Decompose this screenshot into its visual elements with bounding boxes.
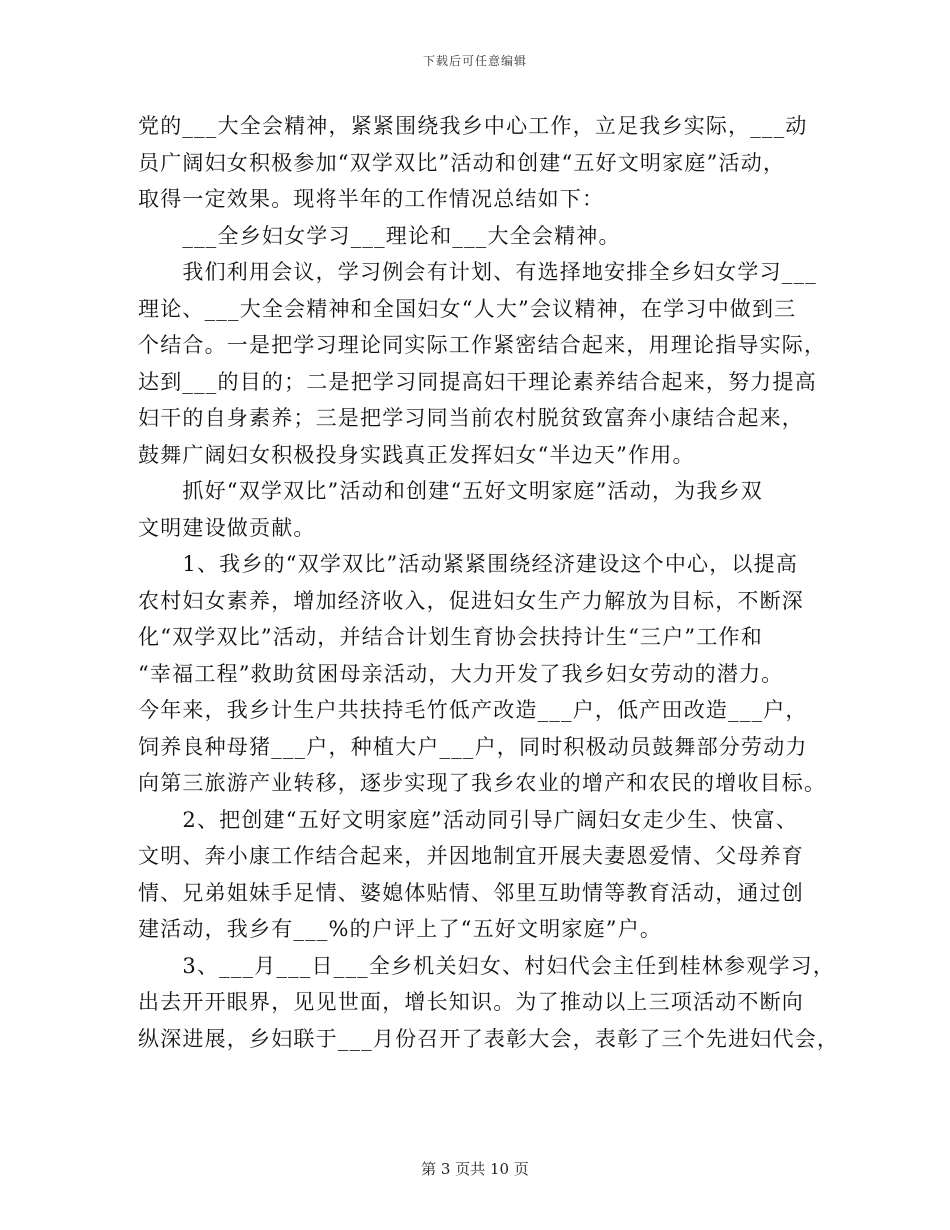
text-line: 1、我乡的“双学双比”活动紧紧围绕经济建设这个中心，以提高 xyxy=(138,552,799,576)
text-line: 文明、奔小康工作结合起来，并因地制宜开展夫妻恩爱情、父母养育 xyxy=(138,844,804,868)
text-line: 达到___的目的；二是把学习同提高妇干理论素养结合起来，努力提高 xyxy=(138,369,817,394)
text-line: 出去开开眼界，见见世面，增长知识。为了推动以上三项活动不断向 xyxy=(138,990,804,1014)
text-line: 鼓舞广阔妇女积极投身实践真正发挥妇女“半边天”作用。 xyxy=(138,442,695,467)
text-line: 2、把创建“五好文明家庭”活动同引导广阔妇女走少生、快富、 xyxy=(138,807,799,832)
text-line: 向第三旅游产业转移，逐步实现了我乡农业的增产和农民的增收目标。 xyxy=(138,771,827,795)
text-line: 我们利用会议，学习例会有计划、有选择地安排全乡妇女学习___ xyxy=(138,260,817,284)
text-line: 情、兄弟姐妹手足情、婆媳体贴情、邻里互助情等教育活动，通过创 xyxy=(138,880,804,905)
text-line: 文明建设做贡献。 xyxy=(138,515,316,540)
page-header: 下载后可任意编辑 xyxy=(422,54,527,68)
text-line: 3、___月___日___全乡机关妇女、村妇代会主任到桂林参观学习， xyxy=(138,953,836,978)
text-line: ___全乡妇女学习___理论和___大全会精神。 xyxy=(138,223,621,248)
text-line: 纵深进展，乡妇联于___月份召开了表彰大会，表彰了三个先进妇代会， xyxy=(138,1026,840,1051)
text-line: 今年来，我乡计生户共扶持毛竹低产改造___户，低产田改造___户， xyxy=(138,698,808,722)
page-footer: 第 3 页共 10 页 xyxy=(421,1160,529,1178)
document-body xyxy=(138,108,840,1057)
text-line: 饲养良种母猪___户，种植大户___户，同时积极动员鼓舞部分劳动力 xyxy=(138,734,808,759)
text-line: “幸福工程”救助贫困母亲活动，大力开发了我乡妇女劳动的潜力。 xyxy=(138,661,784,686)
text-line: 员广阔妇女积极参加“双学双比”活动和创建“五好文明家庭”活动， xyxy=(138,150,786,175)
text-line: 取得一定效果。现将半年的工作情况总结如下： xyxy=(138,187,605,211)
text-line: 理论、___大全会精神和全国妇女“人大”会议精神，在学习中做到三 xyxy=(138,296,797,321)
text-line: 党的___大全会精神，紧紧围绕我乡中心工作，立足我乡实际，___动 xyxy=(138,114,808,138)
text-line: 抓好“双学双比”活动和创建“五好文明家庭”活动，为我乡双 xyxy=(138,479,763,503)
text-line: 妇干的自身素养；三是把学习同当前农村脱贫致富奔小康结合起来， xyxy=(138,406,804,430)
text-line: 化“双学双比”活动，并结合计划生育协会扶持计生“三户”工作和 xyxy=(138,625,763,649)
text-line: 农村妇女素养，增加经济收入，促进妇女生产力解放为目标，不断深 xyxy=(138,588,804,613)
text-line: 建活动，我乡有___%的户评上了“五好文明家庭”户。 xyxy=(138,917,663,941)
text-line: 个结合。一是把学习理论同实际工作紧密结合起来，用理论指导实际， xyxy=(138,333,827,357)
